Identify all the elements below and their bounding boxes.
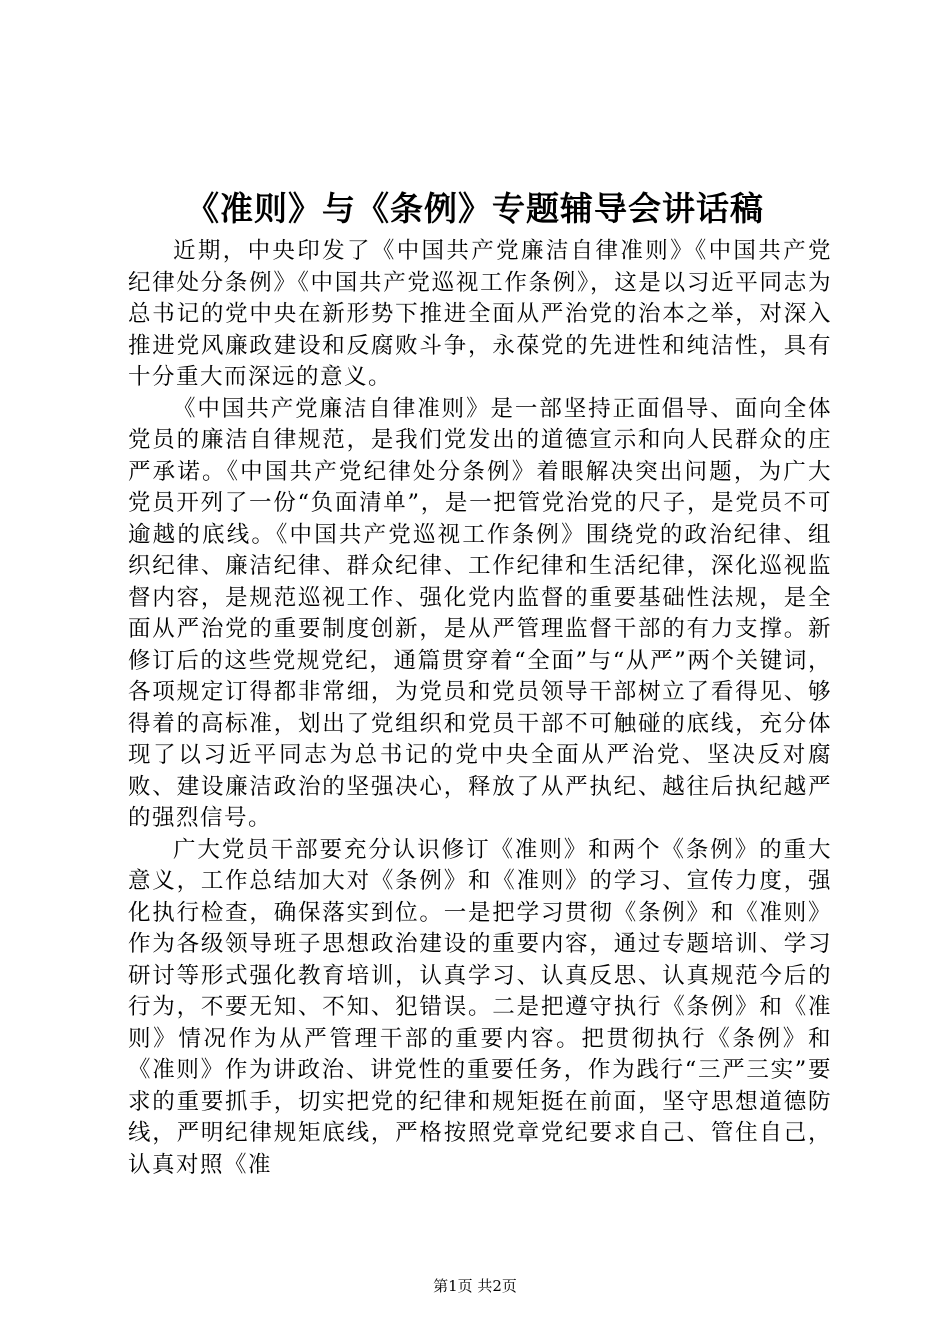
paragraph-regulations-overview: 《中国共产党廉洁自律准则》是一部坚持正面倡导、面向全体党员的廉洁自律规范，是我们党发出的道德宣示和向人民群众的庄严承诺。《中国共产党纪律处分条例》着眼解决突出问题，为广大党员开列了一份“负面清单”，是一把管党治党的尺子，是党员不可逾越的底线。《中国共产党巡视工作条例》围绕党的政治纪律、组织纪律、廉洁纪律、群众纪律、工作纪律和生活纪律，深化巡视监督内容，是规范巡视工作、强化党内监督的重要基础性法规，是全面从严治党的重要制度创新，是从严管理监督干部的有力支撑。新修订后的这些党规党纪，通篇贯穿着“全面”与“从严”两个关键词，各项规定订得都非常细，为党员和党员领导干部树立了看得见、够得着的高标准，划出了党组织和党员干部不可触碰的底线，充分体现了以习近平同志为总书记的党中央全面从严治党、坚决反对腐败、建设廉洁政治的坚强决心，释放了从严执纪、越往后执纪越严的强烈信号。 — [128, 395, 832, 831]
document-title: 《准则》与《条例》专题辅导会讲话稿 — [186, 189, 764, 228]
document-body — [128, 236, 832, 1181]
page-number: 第1页 共2页 — [433, 1277, 517, 1295]
paragraph-intro: 近期，中央印发了《中国共产党廉洁自律准则》《中国共产党纪律处分条例》《中国共产党巡视工作条例》，这是以习近平同志为总书记的党中央在新形势下推进全面从严治党的治本之举，对深入推进党风廉政建设和反腐败斗争，永葆党的先进性和纯洁性，具有十分重大而深远的意义。 — [128, 238, 832, 390]
paragraph-implementation: 广大党员干部要充分认识修订《准则》和两个《条例》的重大意义，工作总结加大对《条例》和《准则》的学习、宣传力度，强化执行检查，确保落实到位。一是把学习贯彻《条例》和《准则》作为各级领导班子思想政治建设的重要内容，通过专题培训、学习研讨等形式强化教育培训，认真学习、认真反思、认真规范今后的行为，不要无知、不知、犯错误。二是把遵守执行《条例》和《准则》情况作为从严管理干部的重要内容。把贯彻执行《条例》和《准则》作为讲政治、讲党性的重要任务，作为践行“三严三实”要求的重要抓手，切实把党的纪律和规矩挺在前面，坚守思想道德防线，严明纪律规矩底线，严格按照党章党纪要求自己、管住自己，认真对照《准 — [128, 836, 832, 1178]
